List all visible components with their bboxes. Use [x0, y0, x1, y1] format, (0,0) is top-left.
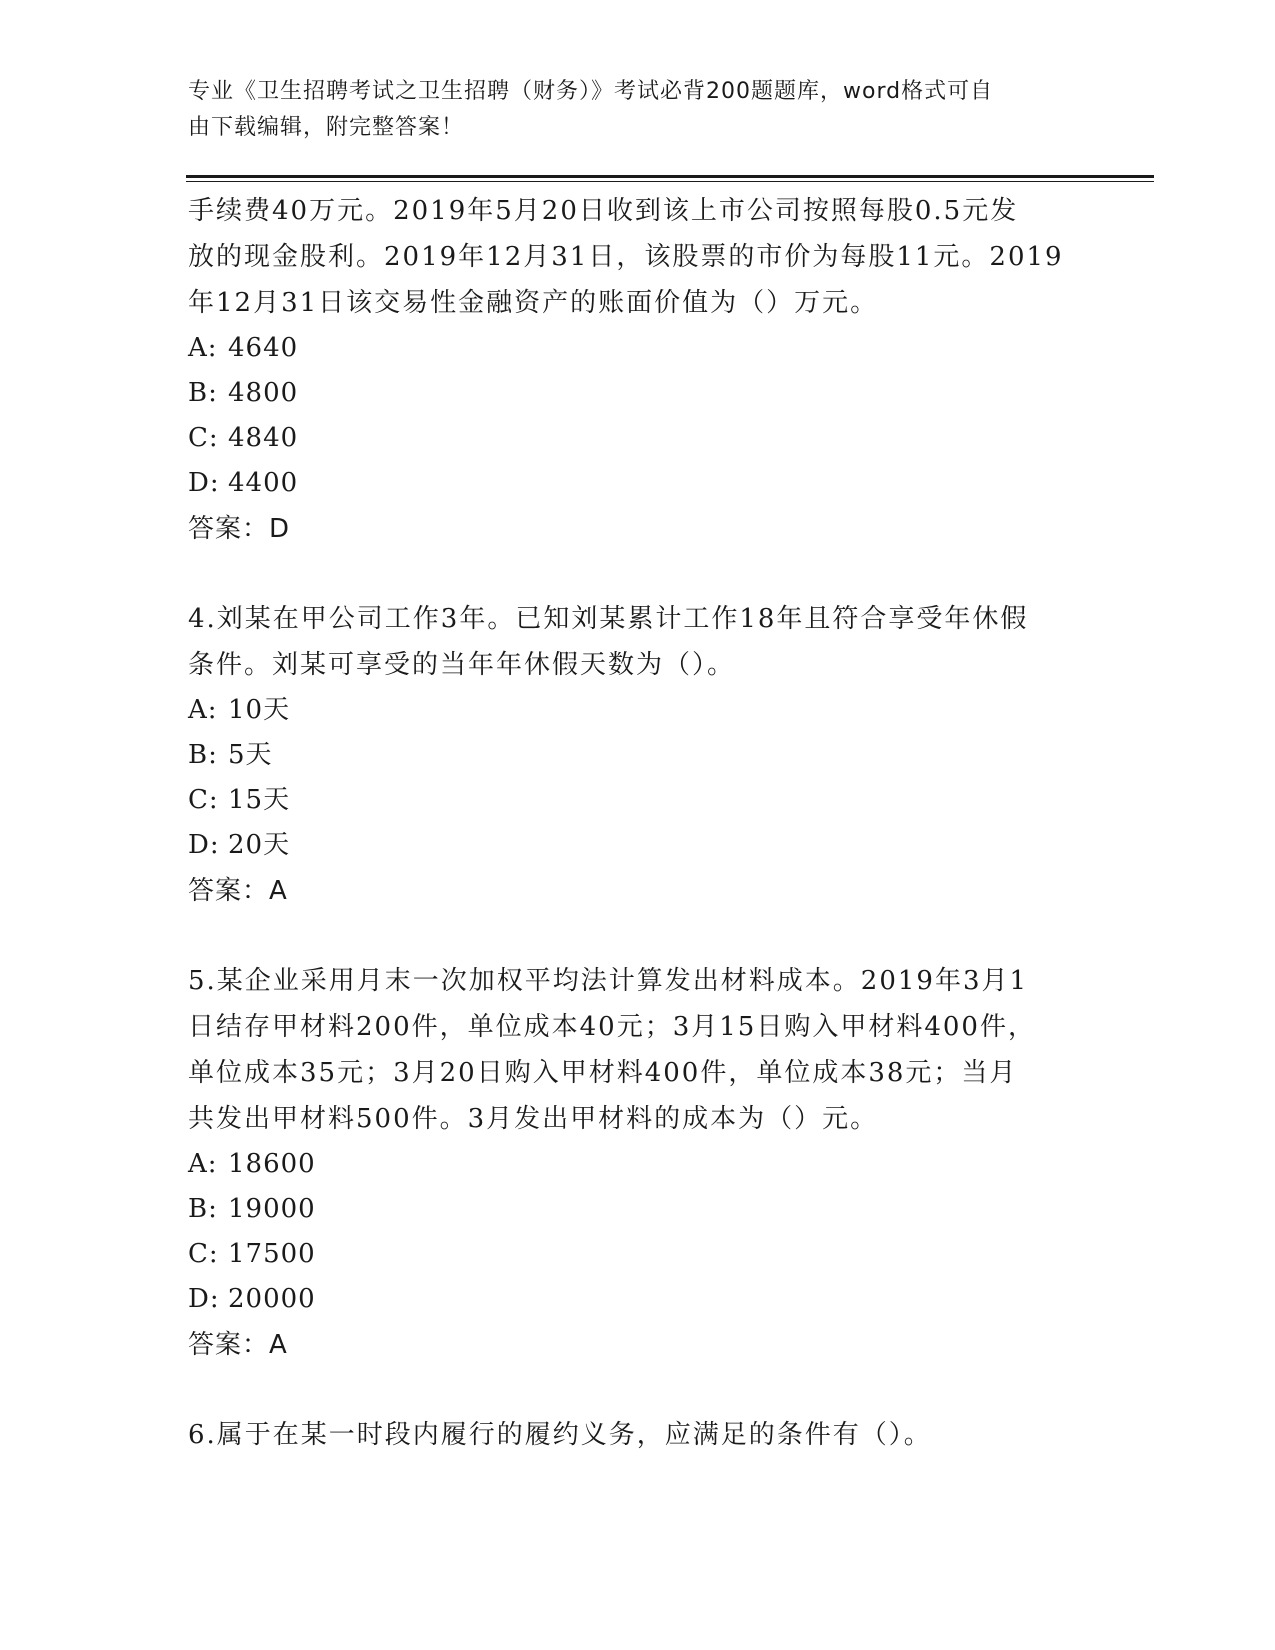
option-label: B: [188, 378, 218, 408]
option-b [188, 733, 1088, 778]
question-6 [188, 1412, 1088, 1458]
option-text: 4400 [228, 468, 299, 498]
option-label: C: [188, 423, 219, 453]
option-label: A: [188, 695, 218, 725]
option-b [188, 371, 1088, 416]
question-stem-line: 年12月31日该交易性金融资产的账面价值为（）万元。 [188, 288, 879, 318]
question-stem-line: 日结存甲材料200件，单位成本40元；3月15日购入甲材料400件， [188, 1012, 1036, 1042]
option-text: 4840 [228, 423, 299, 453]
option-text: 20000 [228, 1284, 316, 1314]
question-4 [188, 596, 1088, 914]
question-stem-line: 条件。刘某可享受的当年年休假天数为（）。 [188, 650, 736, 680]
option-label: B: [188, 1194, 218, 1224]
answer: 答案：A [188, 1330, 288, 1360]
option-text: 5天 [228, 740, 273, 770]
option-text: 18600 [228, 1149, 316, 1179]
question-stem-line: 6.属于在某一时段内履行的履约义务，应满足的条件有（）。 [188, 1420, 932, 1450]
option-text: 20天 [228, 830, 291, 860]
option-label: B: [188, 740, 218, 770]
spacer [188, 1368, 1088, 1412]
option-b [188, 1187, 1088, 1232]
option-label: D: [188, 468, 220, 498]
question-stem-line: 共发出甲材料500件。3月发出甲材料的成本为（）元。 [188, 1104, 879, 1134]
question-3 [188, 188, 1088, 552]
option-c [188, 1232, 1088, 1277]
question-stem-line: 单位成本35元；3月20日购入甲材料400件，单位成本38元；当月 [188, 1058, 1018, 1088]
document-body [188, 188, 1088, 1458]
header-title-line-2: 由下载编辑，附完整答案！ [188, 115, 465, 140]
question-5 [188, 958, 1088, 1368]
header-rule-thick [186, 175, 1154, 178]
question-stem-line: 4.刘某在甲公司工作3年。已知刘某累计工作18年且符合享受年休假 [188, 604, 1029, 634]
option-c [188, 416, 1088, 461]
answer: 答案：D [188, 514, 291, 544]
option-a [188, 688, 1088, 733]
option-label: D: [188, 830, 220, 860]
option-text: 17500 [228, 1239, 316, 1269]
option-label: D: [188, 1284, 220, 1314]
option-d [188, 461, 1088, 506]
option-a [188, 1142, 1088, 1187]
option-text: 19000 [228, 1194, 316, 1224]
option-text: 10天 [228, 695, 291, 725]
option-text: 15天 [228, 785, 291, 815]
option-d [188, 823, 1088, 868]
question-stem-line: 手续费40万元。2019年5月20日收到该上市公司按照每股0.5元发 [188, 196, 1019, 226]
spacer [188, 552, 1088, 596]
option-c [188, 778, 1088, 823]
option-label: A: [188, 333, 218, 363]
option-label: A: [188, 1149, 218, 1179]
header-rule-thin [186, 181, 1154, 182]
document-header [188, 74, 1068, 146]
option-label: C: [188, 785, 219, 815]
answer: 答案：A [188, 876, 288, 906]
spacer [188, 914, 1088, 958]
option-d [188, 1277, 1088, 1322]
option-text: 4640 [228, 333, 299, 363]
option-label: C: [188, 1239, 219, 1269]
question-stem-line: 5.某企业采用月末一次加权平均法计算发出材料成本。2019年3月1 [188, 966, 1029, 996]
option-a [188, 326, 1088, 371]
option-text: 4800 [228, 378, 299, 408]
question-stem-line: 放的现金股利。2019年12月31日，该股票的市价为每股11元。2019 [188, 242, 1064, 272]
header-title-line-1: 专业《卫生招聘考试之卫生招聘（财务）》考试必背200题题库，word格式可自 [188, 79, 994, 104]
